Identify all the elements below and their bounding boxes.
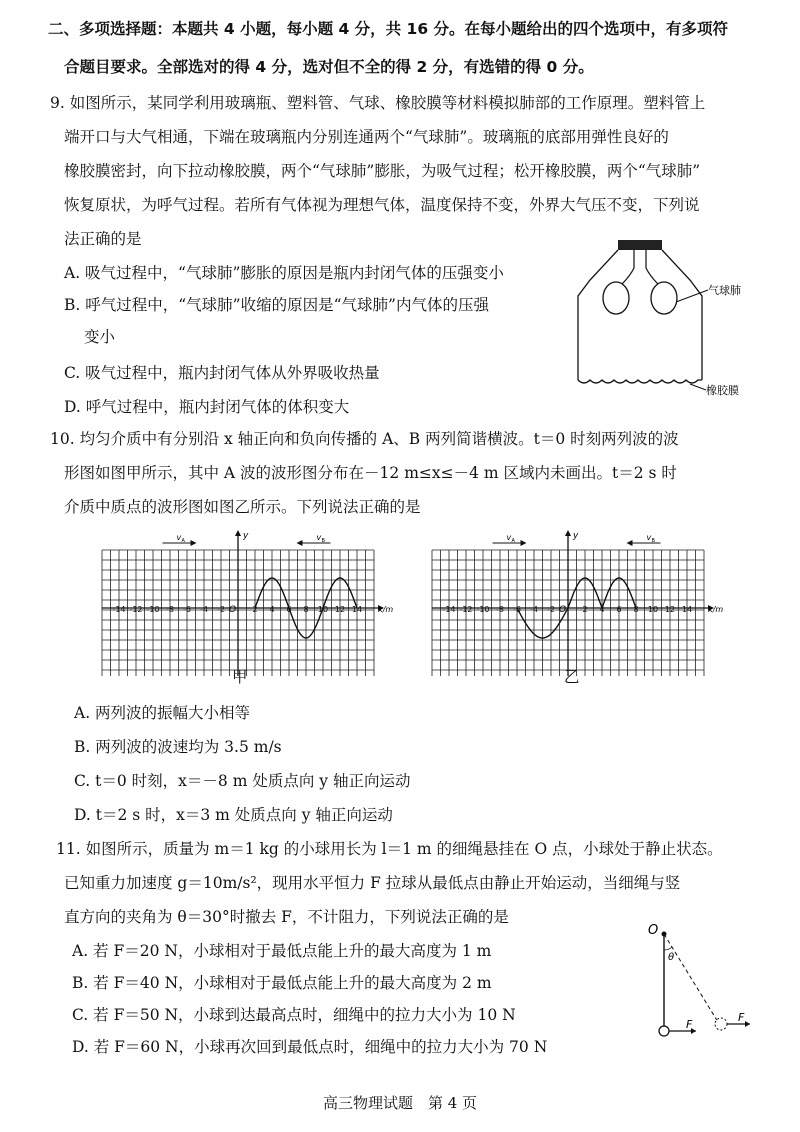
origin-label: O bbox=[229, 605, 237, 615]
y-axis-label: y bbox=[243, 531, 249, 541]
balloon-pointer bbox=[676, 290, 708, 302]
balloon-right bbox=[651, 282, 677, 314]
tick-label: 12 bbox=[334, 605, 346, 614]
tick-label: -6 bbox=[513, 605, 521, 614]
tick-label: -14 bbox=[442, 605, 456, 614]
q9-stem-line: 恢复原状，为呼气过程。若所有气体视为理想气体，温度保持不变，外界大气压不变，下列说 bbox=[64, 196, 700, 214]
caption-yi: 乙 bbox=[564, 668, 580, 686]
pendulum-figure bbox=[640, 918, 770, 1048]
tick-label: 8 bbox=[303, 605, 309, 614]
q9-stem-line: 橡胶膜密封，向下拉动橡胶膜，两个“气球肺”膨胀，为吸气过程；松开橡胶膜，两个“气球肺” bbox=[64, 162, 701, 180]
tick-label: 10 bbox=[647, 605, 659, 614]
section-heading-line1: 二、多项选择题：本题共 4 小题，每小题 4 分，共 16 分。在每小题给出的四个选项中，有多项符 bbox=[48, 20, 729, 38]
tube-cap bbox=[618, 240, 662, 250]
velocity-b-label: v bbox=[316, 533, 322, 542]
q10-option-a: A. 两列波的振幅大小相等 bbox=[74, 704, 251, 722]
tubes bbox=[622, 250, 658, 284]
tick-label: -4 bbox=[200, 605, 208, 614]
q10-stem-line: 10. 均匀介质中有分别沿 x 轴正向和负向传播的 A、B 两列简谐横波。t＝0 时刻两列波的波 bbox=[50, 430, 679, 448]
x-axis-label: x/m bbox=[378, 605, 394, 614]
tick-label: -6 bbox=[183, 605, 191, 614]
tick-label: -4 bbox=[530, 605, 538, 614]
y-axis-arrow bbox=[565, 530, 571, 536]
tick-label: -8 bbox=[496, 605, 504, 614]
balloon-label: 气球肺 bbox=[708, 284, 741, 297]
tick-label: 4 bbox=[599, 605, 605, 614]
tick-label: 2 bbox=[582, 605, 588, 614]
tick-label: 8 bbox=[633, 605, 639, 614]
tick-label: 14 bbox=[681, 605, 693, 614]
velocity-a-label: v bbox=[506, 533, 512, 542]
q11-option-d: D. 若 F＝60 N，小球再次回到最低点时，细绳中的拉力大小为 70 N bbox=[72, 1038, 548, 1056]
velocity-a-subscript: A bbox=[181, 538, 185, 544]
membrane-label: 橡胶膜 bbox=[706, 384, 739, 397]
ball-displaced bbox=[715, 1018, 727, 1030]
q9-stem-line: 端开口与大气相通，下端在玻璃瓶内分别连通两个“气球肺”。玻璃瓶的底部用弹性良好的 bbox=[64, 128, 669, 146]
q9-option-b-cont: 变小 bbox=[84, 328, 116, 346]
q11-option-b: B. 若 F＝40 N，小球相对于最低点能上升的最大高度为 2 m bbox=[72, 974, 492, 992]
velocity-b-head bbox=[627, 540, 633, 546]
wave-graph-yi bbox=[418, 528, 724, 678]
membrane bbox=[578, 380, 702, 383]
tick-label: -12 bbox=[129, 605, 143, 614]
tick-label: -8 bbox=[166, 605, 174, 614]
q10-option-c: C. t＝0 时刻，x＝－8 m 处质点向 y 轴正向运动 bbox=[74, 772, 411, 790]
q11-option-a: A. 若 F＝20 N，小球相对于最低点能上升的最大高度为 1 m bbox=[72, 942, 492, 960]
velocity-b-head bbox=[297, 540, 303, 546]
q9-option-c: C. 吸气过程中，瓶内封闭气体从外界吸收热量 bbox=[64, 364, 380, 382]
caption-jia: 甲 bbox=[232, 668, 248, 686]
velocity-b-label: v bbox=[646, 533, 652, 542]
tick-label: 4 bbox=[269, 605, 275, 614]
ball-lowest bbox=[659, 1026, 669, 1036]
velocity-b-subscript: B bbox=[651, 538, 655, 544]
theta-label: θ bbox=[668, 952, 675, 963]
tick-label: 6 bbox=[616, 605, 622, 614]
velocity-a-head bbox=[521, 540, 527, 546]
q9-stem-line: 法正确的是 bbox=[64, 230, 142, 248]
x-axis-label: x/m bbox=[708, 605, 724, 614]
q9-option-a: A. 吸气过程中，“气球肺”膨胀的原因是瓶内封闭气体的压强变小 bbox=[64, 264, 504, 282]
section-heading-line2: 合题目要求。全部选对的得 4 分，选对但不全的得 2 分，有选错的得 0 分。 bbox=[64, 58, 594, 76]
force-label-2: F bbox=[738, 1011, 745, 1024]
velocity-a-subscript: A bbox=[511, 538, 515, 544]
tick-label: -10 bbox=[476, 605, 490, 614]
velocity-b-subscript: B bbox=[321, 538, 325, 544]
velocity-a-label: v bbox=[176, 533, 182, 542]
tick-label: 14 bbox=[351, 605, 363, 614]
angle-arc bbox=[664, 947, 672, 950]
q9-option-d: D. 呼气过程中，瓶内封闭气体的体积变大 bbox=[64, 398, 350, 416]
balloon-left bbox=[603, 282, 629, 314]
force-label-1: F bbox=[686, 1018, 693, 1031]
q9-option-b: B. 呼气过程中，“气球肺”收缩的原因是“气球肺”内气体的压强 bbox=[64, 296, 489, 314]
tick-label: -10 bbox=[146, 605, 160, 614]
tick-label: 2 bbox=[252, 605, 258, 614]
tick-label: -12 bbox=[459, 605, 473, 614]
wave-graph-jia bbox=[88, 528, 394, 678]
q10-stem-line: 介质中质点的波形图如图乙所示。下列说法正确的是 bbox=[64, 498, 421, 516]
pivot-label: O bbox=[648, 923, 659, 938]
q11-option-c: C. 若 F＝50 N，小球到达最高点时，细绳中的拉力大小为 10 N bbox=[72, 1006, 516, 1024]
q9-stem-line: 9. 如图所示，某同学利用玻璃瓶、塑料管、气球、橡胶膜等材料模拟肺部的工作原理。塑料管上 bbox=[50, 94, 706, 112]
y-axis-arrow bbox=[235, 530, 241, 536]
lung-model-figure bbox=[560, 236, 780, 406]
tick-label: -14 bbox=[112, 605, 126, 614]
q10-option-d: D. t＝2 s 时，x＝3 m 处质点向 y 轴正向运动 bbox=[74, 806, 393, 824]
origin-label: O bbox=[559, 605, 567, 615]
membrane-pointer bbox=[690, 384, 706, 390]
tick-label: 10 bbox=[317, 605, 329, 614]
tick-label: 12 bbox=[664, 605, 676, 614]
q10-option-b: B. 两列波的波速均为 3.5 m/s bbox=[74, 738, 282, 756]
tick-label: 6 bbox=[286, 605, 292, 614]
q11-stem-line: 直方向的夹角为 θ＝30°时撤去 F，不计阻力，下列说法正确的是 bbox=[64, 908, 509, 926]
page-footer: 高三物理试题 第 4 页 bbox=[322, 1094, 478, 1112]
q11-stem-line: 已知重力加速度 g＝10m/s²，现用水平恒力 F 拉球从最低点由静止开始运动，当细绳与竖 bbox=[64, 874, 681, 892]
q11-stem-line: 11. 如图所示，质量为 m＝1 kg 的小球用长为 l＝1 m 的细绳悬挂在 O 点，小球处于静止状态。 bbox=[56, 840, 723, 858]
velocity-a-head bbox=[191, 540, 197, 546]
y-axis-label: y bbox=[573, 531, 579, 541]
tick-label: -2 bbox=[547, 605, 555, 614]
tick-label: -2 bbox=[217, 605, 225, 614]
bottle-outline bbox=[578, 250, 702, 380]
q10-stem-line: 形图如图甲所示，其中 A 波的波形图分布在－12 m≤x≤－4 m 区域内未画出。t＝2 s 时 bbox=[64, 464, 677, 482]
